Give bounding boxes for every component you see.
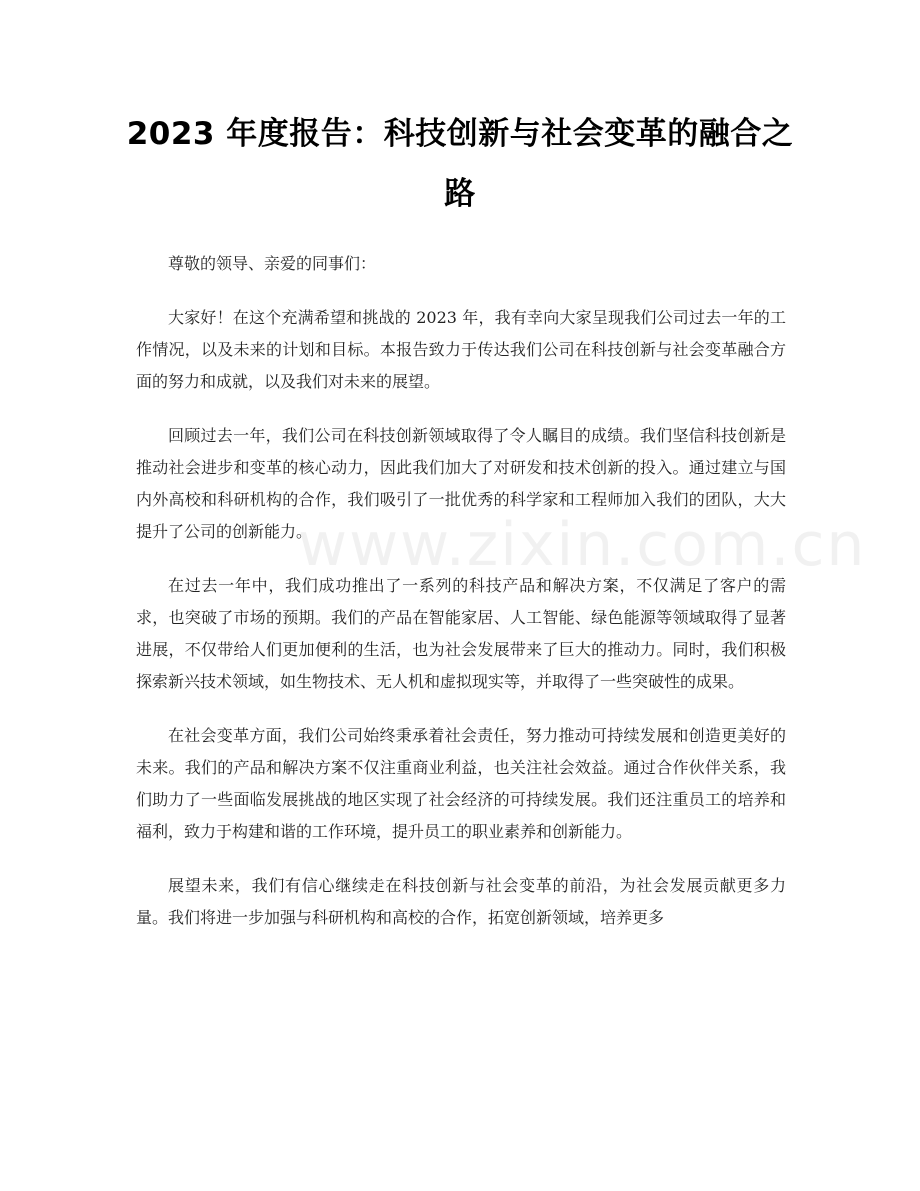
document-body	[136, 248, 786, 956]
paragraph: 在社会变革方面，我们公司始终秉承着社会责任，努力推动可持续发展和创造更美好的未来。我们的产品和解决方案不仅注重商业利益，也关注社会效益。通过合作伙伴关系，我们助力了一些面临发展挑战的地区实现了社会经济的可持续发展。我们还注重员工的培养和福利，致力于构建和谐的工作环境，提升员工的职业素养和创新能力。	[136, 726, 786, 841]
paragraph: 大家好！在这个充满希望和挑战的 2023 年，我有幸向大家呈现我们公司过去一年的工作情况，以及未来的计划和目标。本报告致力于传达我们公司在科技创新与社会变革融合方面的努力和成就，以及我们对未来的展望。	[136, 308, 786, 391]
paragraph: 回顾过去一年，我们公司在科技创新领域取得了令人瞩目的成绩。我们坚信科技创新是推动社会进步和变革的核心动力，因此我们加大了对研发和技术创新的投入。通过建立与国内外高校和科研机构的合作，我们吸引了一批优秀的科学家和工程师加入我们的团队，大大提升了公司的创新能力。	[136, 426, 786, 541]
paragraph: 在过去一年中，我们成功推出了一系列的科技产品和解决方案，不仅满足了客户的需求，也突破了市场的预期。我们的产品在智能家居、人工智能、绿色能源等领域取得了显著进展，不仅带给人们更加便利的生活，也为社会发展带来了巨大的推动力。同时，我们积极探索新兴技术领域，如生物技术、无人机和虚拟现实等，并取得了一些突破性的成果。	[136, 576, 786, 691]
page-title: 2023 年度报告：科技创新与社会变革的融合之路	[126, 116, 794, 212]
watermark: www.zixin.com.cn	[298, 510, 867, 580]
greeting: 尊敬的领导、亲爱的同事们：	[168, 254, 377, 273]
paragraph: 展望未来，我们有信心继续走在科技创新与社会变革的前沿，为社会发展贡献更多力量。我们将进一步加强与科研机构和高校的合作，拓宽创新领域，培养更多	[136, 876, 786, 927]
